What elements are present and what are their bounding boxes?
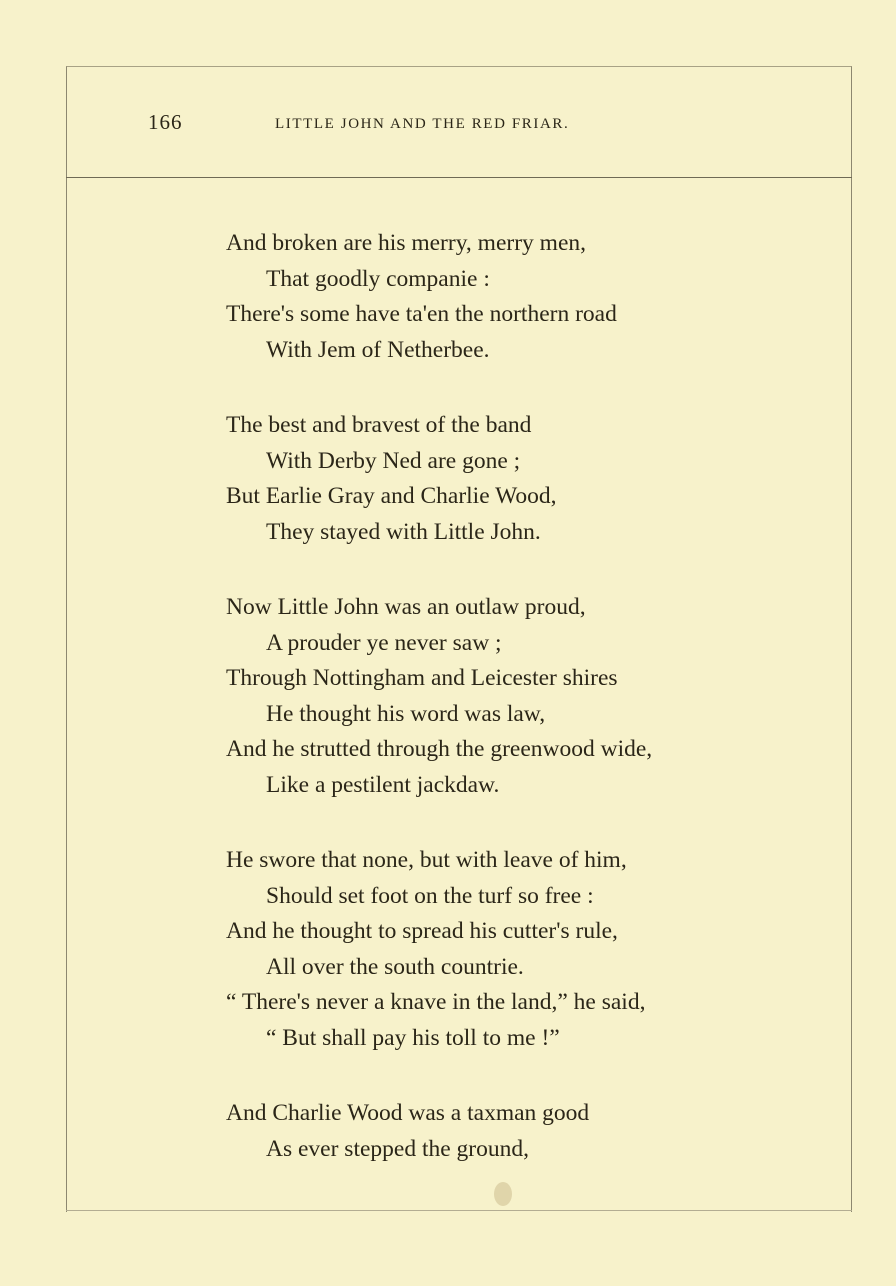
- poem-line: And Charlie Wood was a taxman good: [226, 1100, 590, 1126]
- poem-line: He swore that none, but with leave of him,: [226, 847, 627, 873]
- poem-line: As ever stepped the ground,: [266, 1135, 529, 1162]
- poem-line: With Jem of Netherbee.: [266, 336, 490, 363]
- header-rule: [66, 177, 852, 178]
- poem-line: They stayed with Little John.: [266, 518, 541, 545]
- page-number: 166: [148, 110, 183, 134]
- poem-line: That goodly companie :: [266, 265, 490, 292]
- poem-line: All over the south countrie.: [266, 953, 524, 980]
- poem-line: “ There's never a knave in the land,” he said,: [226, 989, 646, 1015]
- stanza-4: [226, 843, 786, 1056]
- poem-line: But Earlie Gray and Charlie Wood,: [226, 483, 557, 509]
- bottom-rule: [66, 1210, 852, 1211]
- poem-line: Should set foot on the turf so free :: [266, 882, 594, 909]
- stanza-5: [226, 1096, 786, 1167]
- poem-line: The best and bravest of the band: [226, 412, 532, 438]
- poem-line: There's some have ta'en the northern road: [226, 301, 617, 327]
- poem-line: And he strutted through the greenwood wide,: [226, 736, 653, 762]
- poem-line: And he thought to spread his cutter's rule,: [226, 918, 618, 944]
- paper-stain: [494, 1182, 512, 1206]
- poem-line: And broken are his merry, merry men,: [226, 230, 586, 256]
- poem-line: With Derby Ned are gone ;: [266, 447, 521, 474]
- poem-line: Now Little John was an outlaw proud,: [226, 594, 586, 620]
- running-title: LITTLE JOHN AND THE RED FRIAR.: [275, 116, 570, 132]
- poem-line: Through Nottingham and Leicester shires: [226, 665, 618, 691]
- poem-line: Like a pestilent jackdaw.: [266, 771, 500, 798]
- stanza-3: [226, 590, 786, 803]
- poem-line: A prouder ye never saw ;: [266, 629, 502, 656]
- stanza-2: [226, 408, 786, 550]
- poem-line: He thought his word was law,: [266, 700, 546, 727]
- stanza-1: [226, 226, 786, 368]
- poem-body: [226, 226, 786, 1207]
- poem-line: “ But shall pay his toll to me !”: [266, 1024, 560, 1051]
